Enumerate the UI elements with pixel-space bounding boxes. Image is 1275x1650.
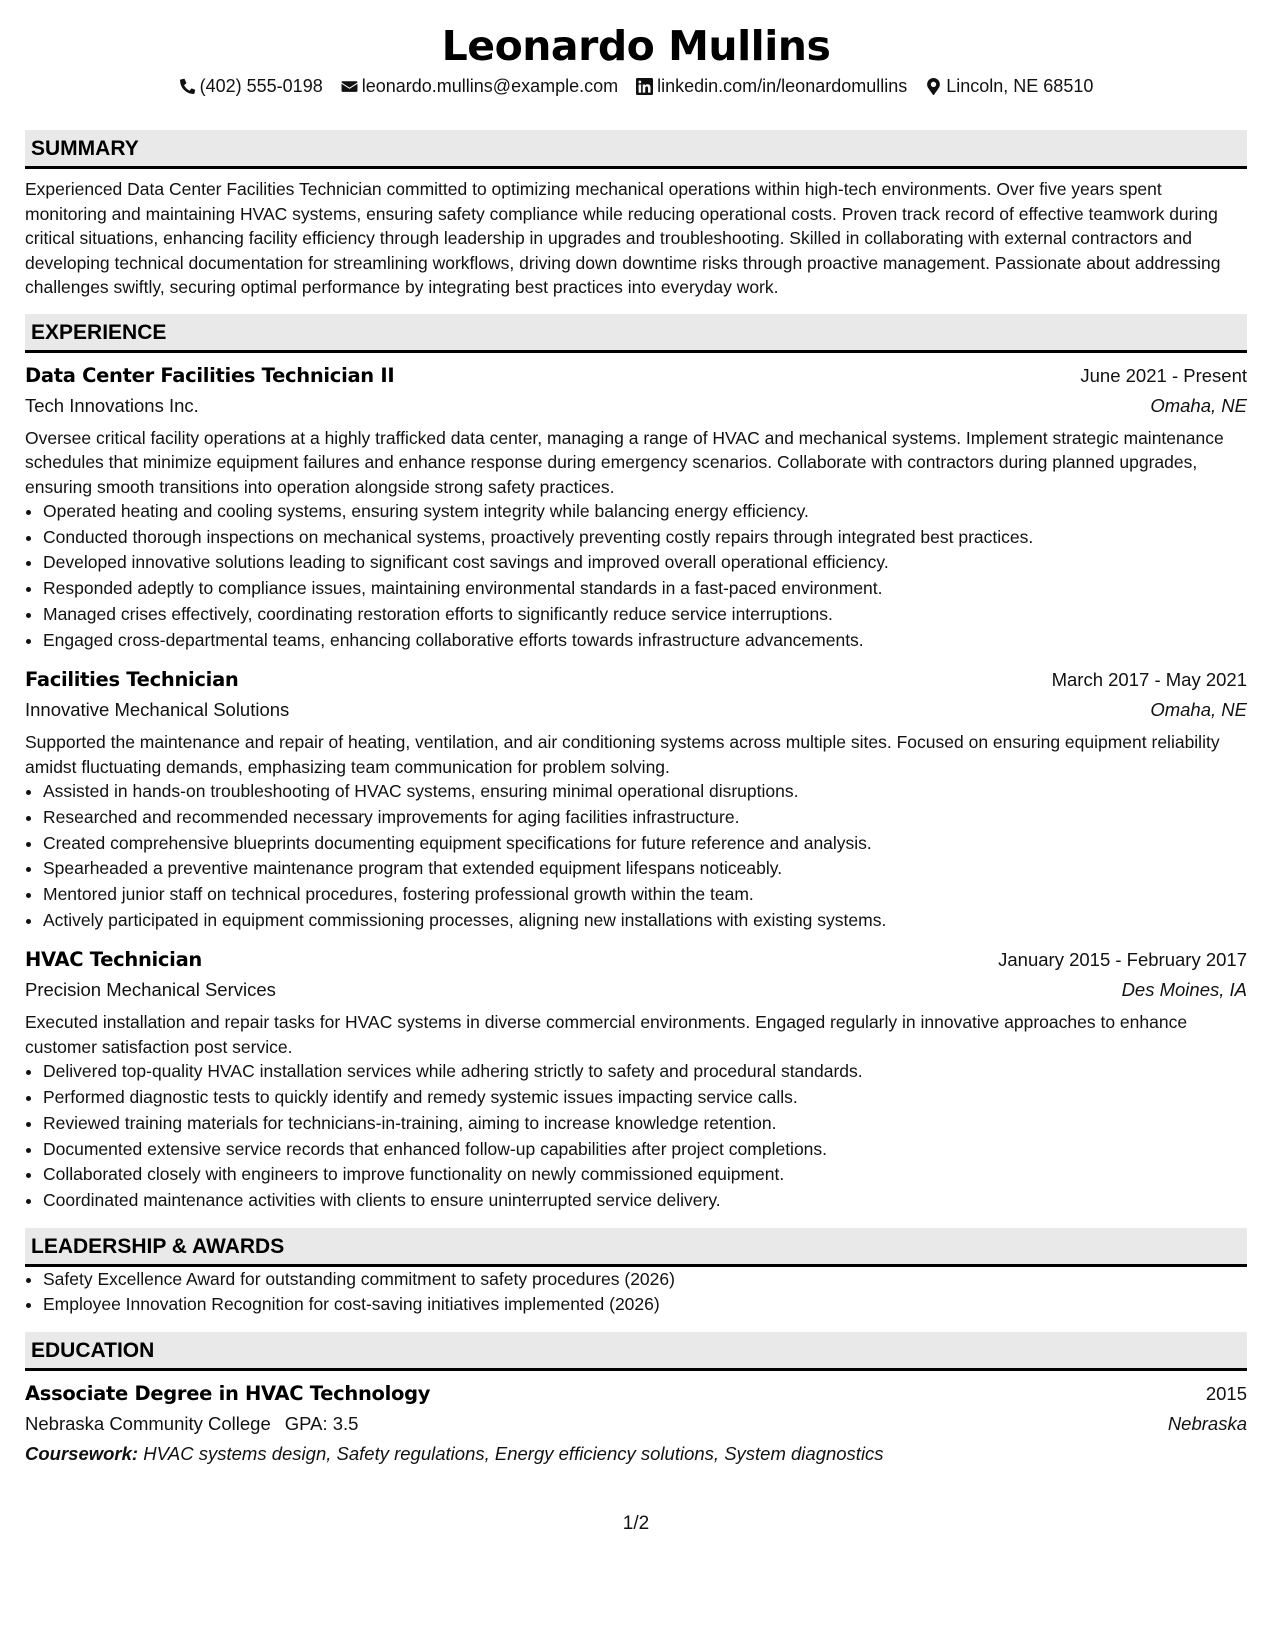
job-description: Supported the maintenance and repair of heating, ventilation, and air conditioning systems across multiple sites. Focused on ensuring equipment reliability amidst fluctuating demands, emphasizing team communication for problem solving. [25, 732, 1220, 777]
school-name: Nebraska Community College [25, 1413, 271, 1435]
envelope-icon [341, 78, 358, 95]
bullet-item: • Documented extensive service records that enhanced follow-up capabilities after project completions. [43, 1137, 1247, 1163]
bullet-item: • Created comprehensive blueprints documenting equipment specifications for future reference and analysis. [43, 831, 1247, 857]
job-company: Innovative Mechanical Solutions [25, 699, 290, 721]
job-description: Oversee critical facility operations at a highly trafficked data center, managing a range of HVAC and mechanical systems. Implement strategic maintenance schedules that minimize equipment failures and enhance response during emergency scenarios. Collaborate with contractors during planned upgrades, ensuring smooth transitions into operation alongside strong safety practices. [25, 427, 1224, 497]
resume-page [25, 20, 1247, 1534]
job-location: Omaha, NE [1150, 394, 1247, 416]
job-title: Facilities Technician [25, 668, 239, 692]
linkedin-icon [636, 78, 653, 95]
job-company: Precision Mechanical Services [25, 979, 276, 1001]
job-bullets [25, 779, 1247, 933]
job-entry [25, 361, 1247, 654]
bullet-item: • Delivered top-quality HVAC installation services while adhering strictly to safety and procedural standards. [43, 1059, 1247, 1085]
contact-bar [25, 73, 1247, 99]
bullet-item: • Conducted thorough inspections on mechanical systems, proactively preventing costly repairs through integrated best practices. [43, 525, 1247, 551]
awards-list [25, 1267, 1247, 1318]
bullet-item: • Coordinated maintenance activities with clients to ensure uninterrupted service delivery. [43, 1188, 1247, 1214]
job-bullets [25, 1059, 1247, 1213]
degree-year: 2015 [1205, 1383, 1247, 1405]
page-number: 1/2 [622, 1513, 650, 1534]
email-text[interactable]: leonardo.mullins@example.com [361, 76, 619, 96]
bullet-item: • Mentored junior staff on technical procedures, fostering professional growth within the team. [43, 882, 1247, 908]
coursework [25, 1439, 1247, 1469]
linkedin-text[interactable]: linkedin.com/in/leonardomullins [657, 76, 908, 96]
bullet-item: • Developed innovative solutions leading to significant cost savings and improved overall operational efficiency. [43, 550, 1247, 576]
bullet-item: • Spearheaded a preventive maintenance program that extended equipment lifespans noticeably. [43, 856, 1247, 882]
education-entry [25, 1379, 1247, 1469]
bullet-item: • Reviewed training materials for technicians-in-training, aiming to increase knowledge retention. [43, 1111, 1247, 1137]
job-entry [25, 945, 1247, 1213]
job-dates: January 2015 - February 2017 [998, 949, 1247, 971]
job-title: Data Center Facilities Technician II [25, 363, 395, 387]
bullet-item: • Assisted in hands-on troubleshooting of HVAC systems, ensuring minimal operational disruptions. [43, 779, 1247, 805]
phone-icon [179, 78, 196, 95]
job-entry [25, 665, 1247, 933]
bullet-item: • Responded adeptly to compliance issues, maintaining environmental standards in a fast-paced environment. [43, 576, 1247, 602]
job-dates: June 2021 - Present [1080, 364, 1247, 386]
job-location: Des Moines, IA [1121, 979, 1247, 1001]
bullet-item: • Performed diagnostic tests to quickly identify and remedy systemic issues impacting service calls. [43, 1085, 1247, 1111]
bullet-item: • Collaborated closely with engineers to improve functionality on newly commissioned equipment. [43, 1162, 1247, 1188]
bullet-item: • Engaged cross-departmental teams, enhancing collaborative efforts towards infrastructure advancements. [43, 628, 1247, 654]
job-title: HVAC Technician [25, 948, 203, 972]
experience-heading: EXPERIENCE [25, 314, 1247, 353]
contact-linkedin[interactable] [636, 73, 907, 99]
degree-title: Associate Degree in HVAC Technology [25, 1382, 431, 1406]
award-item: • Safety Excellence Award for outstanding commitment to safety procedures (2026) [43, 1267, 1247, 1293]
job-company: Tech Innovations Inc. [25, 394, 199, 416]
coursework-label: Coursework: [25, 1443, 139, 1465]
gpa: GPA: 3.5 [284, 1413, 359, 1435]
bullet-item: • Operated heating and cooling systems, ensuring system integrity while balancing energy efficiency. [43, 499, 1247, 525]
location-text: Lincoln, NE 68510 [946, 76, 1094, 96]
candidate-name: Leonardo Mullins [441, 22, 831, 70]
contact-location [925, 73, 1093, 99]
coursework-list: HVAC systems design, Safety regulations, Energy efficiency solutions, System diagnostics [143, 1443, 884, 1465]
bullet-item: • Researched and recommended necessary improvements for aging facilities infrastructure. [43, 805, 1247, 831]
phone-text: (402) 555-0198 [199, 76, 323, 96]
award-item: • Employee Innovation Recognition for cost-saving initiatives implemented (2026) [43, 1292, 1247, 1318]
contact-email[interactable] [341, 73, 618, 99]
job-location: Omaha, NE [1150, 699, 1247, 721]
summary-text: Experienced Data Center Facilities Technician committed to optimizing mechanical operations within high-tech environments. Over five years spent monitoring and maintaining HVAC systems, ensuring safety compliance while reducing operational costs. Proven track record of effective teamwork during critical situations, enhancing facility efficiency through leadership in upgrades and troubleshooting. Skilled in collaborating with external contractors and developing technical documentation for streamlining workflows, driving down downtime risks through proactive management. Passionate about addressing challenges swiftly, securing optimal performance by integrating best practices into everyday work. [25, 179, 1221, 297]
job-bullets [25, 499, 1247, 653]
awards-heading: LEADERSHIP & AWARDS [25, 1228, 1247, 1267]
summary-heading: SUMMARY [25, 130, 1247, 169]
bullet-item: • Actively participated in equipment commissioning processes, aligning new installations with existing systems. [43, 908, 1247, 934]
school-line [25, 1409, 358, 1439]
contact-phone [179, 73, 323, 99]
bullet-item: • Managed crises effectively, coordinating restoration efforts to significantly reduce service interruptions. [43, 602, 1247, 628]
job-description: Executed installation and repair tasks for HVAC systems in diverse commercial environments. Engaged regularly in innovative approaches to enhance customer satisfaction post service. [25, 1012, 1188, 1057]
school-location: Nebraska [1167, 1413, 1247, 1435]
job-dates: March 2017 - May 2021 [1051, 669, 1247, 691]
map-pin-icon [925, 78, 942, 95]
education-heading: EDUCATION [25, 1332, 1247, 1371]
